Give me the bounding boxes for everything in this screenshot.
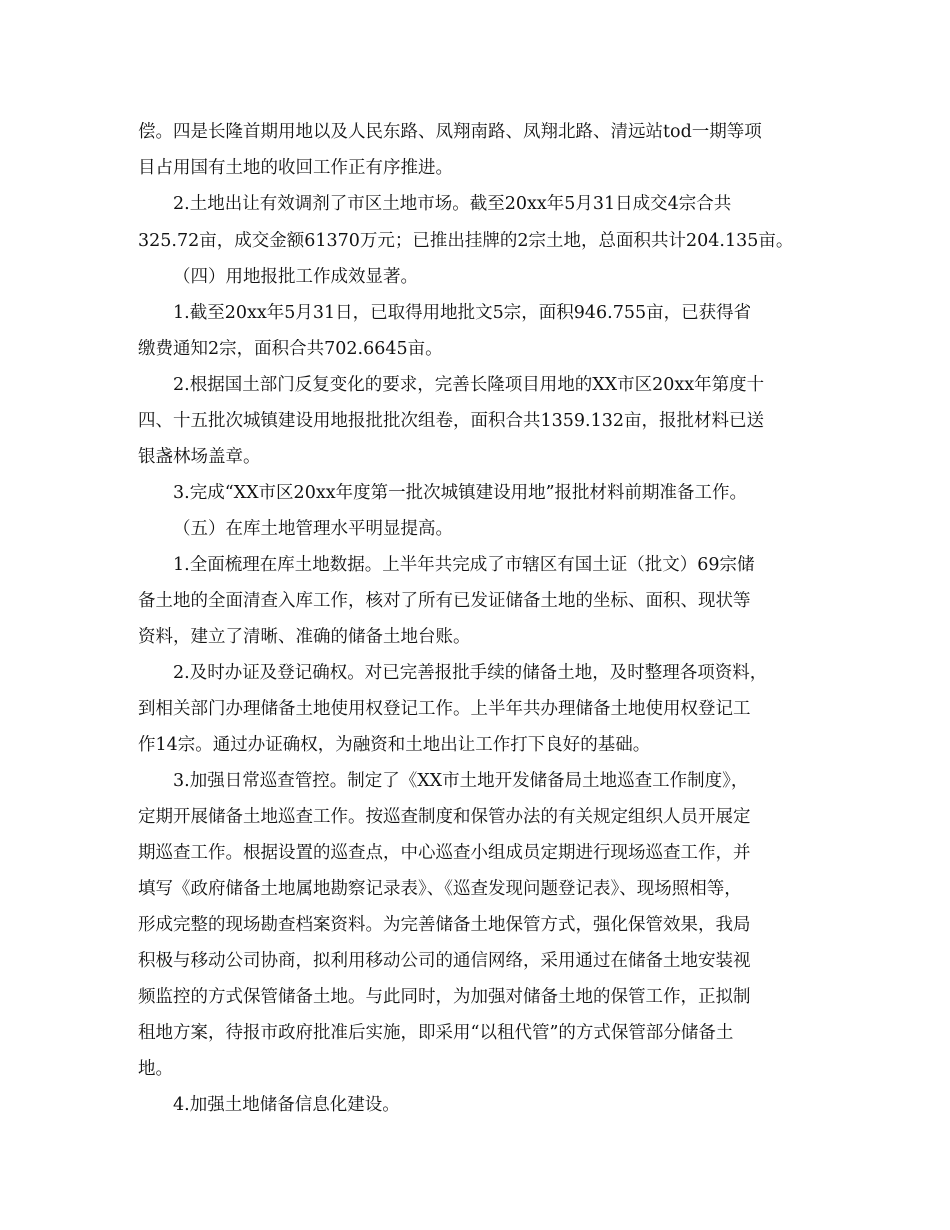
text-line: 四、十五批次城镇建设用地报批批次组卷，面积合共1359.132亩，报批材料已送 (138, 411, 764, 431)
text-line: 备土地的全面清查入库工作，核对了所有已发证储备土地的坐标、面积、现状等 (138, 591, 751, 611)
text-line: 定期开展储备土地巡查工作。按巡查制度和保管办法的有关规定组织人员开展定 (138, 807, 751, 827)
text-line: 2.及时办证及登记确权。对已完善报批手续的储备土地，及时整理各项资料， (173, 663, 768, 683)
text-line: 2.土地出让有效调剂了市区土地市场。截至20xx年5月31日成交4宗合共 (173, 194, 732, 214)
text-line: 3.完成“XX市区20xx年度第一批次城镇建设用地”报批材料前期准备工作。 (173, 483, 748, 503)
text-line: 作14宗。通过办证确权，为融资和土地出让工作打下良好的基础。 (138, 735, 651, 755)
text-line: 地。 (138, 1059, 173, 1079)
text-line: 积极与移动公司协商，拟利用移动公司的通信网络，采用通过在储备土地安装视 (138, 951, 751, 971)
text-line: 1.全面梳理在库土地数据。上半年共完成了市辖区有国土证（批文）69宗储 (173, 555, 755, 575)
text-line: 到相关部门办理储备土地使用权登记工作。上半年共办理储备土地使用权登记工 (138, 699, 751, 719)
text-line: 1.截至20xx年5月31日，已取得用地批文5宗，面积946.755亩，已获得省 (173, 303, 752, 323)
text-line: 偿。四是长隆首期用地以及人民东路、凤翔南路、凤翔北路、清远站tod一期等项 (138, 122, 762, 142)
text-line: 银盏林场盖章。 (138, 447, 261, 467)
text-line: 形成完整的现场勘查档案资料。为完善储备土地保管方式，强化保管效果，我局 (138, 915, 751, 935)
text-line: 租地方案，待报市政府批准后实施，即采用“以租代管”的方式保管部分储备土 (138, 1023, 734, 1043)
text-line: 3.加强日常巡查管控。制定了《XX市土地开发储备局土地巡查工作制度》， (173, 771, 749, 791)
text-line: 4.加强土地储备信息化建设。 (173, 1095, 400, 1115)
section-heading: （四）用地报批工作成效显著。 (173, 267, 418, 287)
text-line: 缴费通知2宗，面积合共702.6645亩。 (138, 339, 443, 359)
text-line: 目占用国有土地的收回工作正有序推进。 (138, 158, 453, 178)
text-line: 期巡查工作。根据设置的巡查点，中心巡查小组成员定期进行现场巡查工作，并 (138, 843, 751, 863)
text-line: 资料，建立了清晰、准确的储备土地台账。 (138, 627, 471, 647)
text-line: 频监控的方式保管储备土地。与此同时，为加强对储备土地的保管工作，正拟制 (138, 987, 751, 1007)
text-line: 填写《政府储备土地属地勘察记录表》、《巡查发现问题登记表》、现场照相等， (138, 879, 742, 899)
text-line: 325.72亩，成交金额61370万元；已推出挂牌的2宗土地，总面积共计204.135亩。 (138, 231, 794, 251)
text-line: 2.根据国土部门反复变化的要求，完善长隆项目用地的XX市区20xx年第度十 (173, 375, 765, 395)
section-heading: （五）在库土地管理水平明显提高。 (173, 519, 453, 539)
